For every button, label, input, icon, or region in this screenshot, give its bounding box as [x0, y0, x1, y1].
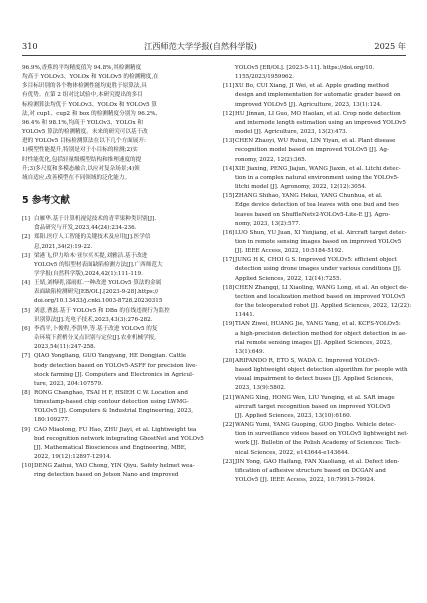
reference-line: aircraft target recognition based on improved YOLOv5 [235, 403, 391, 410]
reference-line: ring detection based on Jetson Nano and improved [34, 472, 179, 479]
reference-line: ZHANG Shihao, YANG Hekai, YANG Chunhua, et al. [235, 193, 383, 200]
reference-line: work [J]. Bulletin of the Polish Academy of Sciences: Tech- [235, 440, 401, 447]
reference-line: nomy, 2023, 13(2):577. [235, 220, 301, 227]
reference-text [34, 426, 205, 463]
reference-text [235, 357, 406, 394]
reference-line: leaves based on ShuffleNetv2-YOLOv5-Lite-E [J]. Agro- [235, 211, 391, 218]
reference-entry [22, 389, 205, 426]
reference-number: [13] [223, 138, 235, 145]
header-rule [22, 55, 406, 56]
reference-line: for the teleoperated robot [J]. Applied Sciences, 2022, 12(22): [235, 303, 412, 310]
paragraph-line: 96.9%,香蕉的平均精度值为 94.8%,其检测精度 [22, 65, 142, 71]
reference-line: tification of adhesive structure based on DCGAN and [235, 467, 386, 474]
reference-number: [2] [22, 234, 30, 241]
reference-entry [22, 325, 205, 352]
reference-line: 180:109277. [34, 417, 70, 424]
reference-line: 学学报(自然科学版),2024,42(1):111-119. [34, 270, 143, 277]
reference-text [235, 256, 406, 283]
reference-line: 郑阳.医疗人工智能的关键技术及应用[J].医学信 [34, 234, 151, 241]
paragraph-line: 均高于 YOLOv3、YOLOx 和 YOLOv5 的检测精度,在 [22, 74, 159, 81]
reference-number: [16] [223, 229, 235, 236]
reference-text [235, 64, 406, 82]
references-heading: 5 参考文献 [22, 195, 70, 207]
reference-number: [5] [22, 307, 30, 314]
reference-number: [6] [22, 325, 30, 332]
reference-line: and internode length estimation using an improved YOLOv5 [235, 119, 406, 126]
reference-number: [10] [22, 463, 34, 470]
reference-line: doi.org/10.13433/j.cnki.1003-8728.20230315 [34, 298, 163, 305]
reference-text [34, 462, 205, 480]
reference-line: DENG Zaihui, YAO Chong, YIN Qiyu. Safety helmet wea- [34, 463, 195, 470]
reference-text [235, 82, 406, 109]
reference-line: XIE Jiaxing, PENG Jiajun, WANG Jiaxin, et al. Litchi detec- [235, 165, 401, 172]
reference-line: 息,2021,34(2):19-22. [34, 243, 93, 250]
reference-number: [7] [22, 353, 30, 360]
reference-text [235, 394, 406, 421]
reference-text [34, 325, 205, 352]
reference-entry [223, 110, 406, 137]
paragraph-line: 96.4% 和 98.1%,均高于 YOLOv3、YOLOx 和 [22, 119, 144, 126]
paragraph-line: 1)模型性能提升,特别是对于小目标的检测;2)实 [22, 147, 138, 154]
running-header [22, 40, 406, 54]
reference-number: [9] [22, 426, 30, 433]
reference-line: YOLOv5 [EB/OL]. [2023-5-11]. https://doi.org/10. [235, 65, 375, 71]
reference-line: HU Jinnan, LI Guo, MO Haolan, et al. Crop node detection [235, 110, 401, 117]
reference-entry [22, 252, 205, 279]
reference-number: [15] [223, 193, 235, 200]
reference-line: body detection based on YOLOv5-ASFF for precision live- [34, 362, 198, 369]
reference-line: improved YOLOv5 [J]. Agriculture, 2023, 13(1):124. [235, 101, 382, 108]
reference-line: tion in surveillance videos based on YOLOv5 lightweight net- [235, 431, 409, 438]
reference-line: 李尚平,卜俊程,李凯华,等.基于改进 YOLOv5 的复 [34, 325, 158, 332]
paragraph-line: 多目标识别的各个物体检测性能均更胜于原算法,具 [22, 83, 147, 90]
paragraph-line: 有优势。在第 2 组对比试验中,本研究提出的多目 [22, 92, 143, 99]
reference-entry [223, 284, 412, 321]
reference-entry [223, 64, 406, 82]
reference-text [34, 233, 205, 251]
reference-line: [J]. Applied Sciences, 2023, 13(10):6160. [235, 412, 352, 419]
reference-line: [J]. IEEE Access, 2022, 10:5184-5192. [235, 248, 344, 255]
reference-entry [223, 137, 406, 164]
reference-number: [14] [223, 165, 235, 172]
reference-line: ronomy, 2022, 12(2):365. [235, 156, 307, 163]
reference-line: tion in a complex natural environment using the YOLOv5- [235, 174, 399, 181]
reference-line: 13(1):649. [235, 348, 265, 355]
reference-line: 王婧,刘梅明,邵雨虹.一种改进 YOLOv5 算法的金属 [34, 280, 162, 287]
reference-line: 2023,54(11):247-258. [34, 344, 96, 351]
paragraph-line: 升;3)多尺度和多模态融合,以应对复杂场景;4)领 [22, 165, 140, 172]
reference-line: 11441. [235, 312, 255, 319]
reference-text [235, 165, 406, 192]
reference-entry [223, 165, 406, 192]
reference-line: YOLOv5 [J]. Computers & Industrial Engineering, 2023, [34, 408, 193, 415]
reference-line: 识别算法[J].光电子技术,2023,43(3):276-282. [34, 316, 153, 323]
reference-entry [223, 229, 406, 256]
reference-text [34, 279, 205, 306]
reference-entry [223, 394, 406, 421]
paragraph-line: YOLOv5 算法的检测精度。未来的研究可以基于改 [22, 129, 148, 136]
page-number: 310 [22, 41, 38, 51]
reference-line: visual impairment to detect buses [J]. Applied Sciences, [235, 376, 394, 383]
reference-text [34, 352, 205, 389]
reference-line: litchi model [J]. Agronomy, 2022, 12(12):3054. [235, 184, 367, 191]
reference-line: tection and localization method based on improved YOLOv5 [235, 293, 406, 300]
publication-year: 2025 年 [374, 41, 406, 51]
left-column [22, 64, 205, 481]
reference-number: [1] [22, 216, 30, 223]
reference-line: 1155/2023/1959962. [235, 74, 294, 81]
reference-number: [3] [22, 252, 30, 259]
reference-line: 2022, 19(12):12897-12914. [34, 454, 112, 461]
reference-number: [19] [223, 321, 235, 328]
reference-number: [21] [223, 394, 235, 401]
reference-line: RONG Changhao, TSAI H F, HSIEH C W. Location and [34, 390, 188, 396]
reference-entry [223, 82, 406, 109]
reference-number: [4] [22, 280, 30, 287]
reference-text [235, 229, 406, 256]
reference-line: WANG Yumi, YANG Guoping, GUO Jingbo. Vehicle detec- [235, 422, 396, 429]
reference-line: ture, 2023, 204:107579. [34, 380, 103, 387]
journal-title: 江西师范大学学报(自然科学版) [144, 41, 257, 51]
reference-line: 食品研究与开发,2023,44(24):234-236. [34, 225, 137, 232]
reference-text [235, 110, 406, 137]
reference-line: a high-precision detection method for object detection in ae- [235, 330, 408, 337]
reference-text [235, 284, 412, 321]
paragraph-line: 时性能优化,包括轻量级模型结构和推理速度的提 [22, 156, 142, 163]
paragraph-line: 进的 YOLOv5 目标检测算法在以下几个方面展开: [22, 138, 146, 145]
reference-number: [23] [223, 458, 235, 465]
reference-line: nical Sciences, 2022, e143644-e143644. [235, 449, 350, 456]
reference-line: JIN Yong, GAO Haifang, FAN Xiaoliang, et al. Defect iden- [235, 458, 400, 465]
reference-line: CAO Miaolong, FU Hao, ZHU Jiayi, et al. Lightweight tea [34, 426, 197, 433]
reference-text [235, 320, 406, 357]
reference-line: rial remote sensing images [J]. Applied Sciences, 2023, [235, 339, 392, 346]
reference-number: [12] [223, 110, 235, 117]
reference-line: based lightweight object detection algorithm for people with [235, 367, 408, 374]
reference-line: stock farming [J]. Computers and Electronics in Agricul- [34, 371, 194, 378]
reference-number: [8] [22, 390, 30, 396]
reference-text [235, 458, 406, 485]
reference-line: YOLOv5 [J]. IEEE Access, 2022, 10:79913-79924. [235, 477, 376, 484]
reference-text [235, 421, 409, 458]
reference-line: CHEN Zhangqi, LI Xiaoling, WANG Long, et al. An object de- [235, 284, 409, 291]
reference-line: LUO Shun, YU Juan, XI Yunjiang, et al. Aircraft target detec- [235, 229, 407, 236]
paragraph-line: 域自适应,改善模型在不同领域的泛化能力。 [22, 174, 131, 181]
reference-number [223, 64, 235, 82]
reference-line: YOLOv5 的铝型材表面缺陷检测方法[J].广西师范大 [34, 261, 163, 268]
reference-text [34, 252, 205, 279]
reference-line: 表面缺陷检测研究[EB/OL].[2023-9-28].https:// [34, 289, 159, 296]
reference-list-left [22, 215, 205, 481]
reference-line: design and implementation for automatic grader based on [235, 92, 401, 99]
reference-number: [20] [223, 358, 235, 364]
reference-text [235, 137, 406, 164]
reference-entry [22, 462, 205, 480]
reference-entry [223, 192, 406, 229]
reference-line: QIAO Yongliang, GUO Yangyang, HE Dongjian. Cattle [34, 353, 187, 360]
reference-entry [223, 357, 406, 394]
reference-line: JUNG H K, CHOI G S. Improved YOLOv5: efficient object [235, 257, 397, 264]
reference-line: 白雁华.基于计算机视觉技术的青苹果种类识别[J]. [34, 216, 157, 223]
reference-text [235, 192, 406, 229]
reference-entry [22, 279, 205, 306]
paragraph-line: 标检测算法均优于 YOLOv3、YOLOx 和 YOLOv5 算 [22, 101, 157, 108]
reference-line: 2023, 13(9):5802. [235, 385, 286, 392]
reference-text [34, 389, 205, 426]
reference-line: tion in remote sensing images based on improved YOLOv5 [235, 238, 402, 245]
reference-line: recognition model based on improved YOLOv5 [J]. Ag- [235, 147, 389, 154]
paragraph-line: 法,对 cup1、cup2 和 box 的检测精度分别为 96.2%、 [22, 110, 162, 117]
reference-line: timestamp-based chip contour detection using LWMG- [34, 399, 189, 406]
reference-number: [11] [223, 83, 235, 90]
reference-number: [22] [223, 422, 235, 429]
reference-line: 刘意,曹磊.基于 YOLOv5 和 DBn 的在线违规行为监控 [34, 307, 170, 314]
reference-line: [J]. Mathematical Biosciences and Engineering, MBE, [34, 444, 187, 451]
reference-line: 梁港飞,伊力哈木·亚尔买买提,刘雅洁.基于改进 [34, 252, 148, 259]
reference-line: bud recognition network integrating GhostNet and YOLOv5 [34, 435, 204, 442]
reference-line: ARIFANDO R, ETO S, WADA C. Improved YOLOv5- [235, 358, 380, 364]
reference-entry [223, 458, 406, 485]
reference-entry [223, 256, 406, 283]
reference-entry [22, 426, 205, 463]
reference-text [34, 307, 205, 325]
reference-line: model [J]. Agriculture, 2023, 13(2):473. [235, 129, 348, 136]
reference-entry [223, 421, 409, 458]
reference-line: XU Bo, CUI Xiang, JI Wei, et al. Apple grading method [235, 83, 389, 90]
reference-line: detection using drone images under various conditions [J]. [235, 266, 402, 273]
reference-entry [22, 233, 205, 251]
reference-line: Edge device detection of tea leaves with one bud and two [235, 202, 399, 209]
reference-list-right [223, 64, 412, 485]
reference-number: [18] [223, 284, 235, 291]
right-column [223, 64, 412, 485]
reference-line: WANG Xing, HONG Wen, LIU Yunqing, et al. SAR image [235, 394, 395, 401]
reference-line: TIAN Ziwei, HUANG Jie, YANG Yang, et al. KCFS-YOLOv5: [235, 321, 401, 328]
reference-text [34, 215, 205, 233]
reference-line: 杂环境下蔗梢分叉点识别与定位[J].农业机械学报, [34, 335, 157, 342]
reference-line: Applied Sciences, 2022, 12(14):7255. [235, 275, 342, 282]
reference-line: CHEN Zhaoyi, WU Ruhui, LIN Yiyan, et al. Plant disease [235, 138, 396, 145]
reference-entry [22, 352, 205, 389]
conclusion-paragraph [22, 64, 205, 183]
reference-entry [223, 320, 406, 357]
reference-entry [22, 215, 205, 233]
reference-entry [22, 307, 205, 325]
reference-number: [17] [223, 257, 235, 264]
